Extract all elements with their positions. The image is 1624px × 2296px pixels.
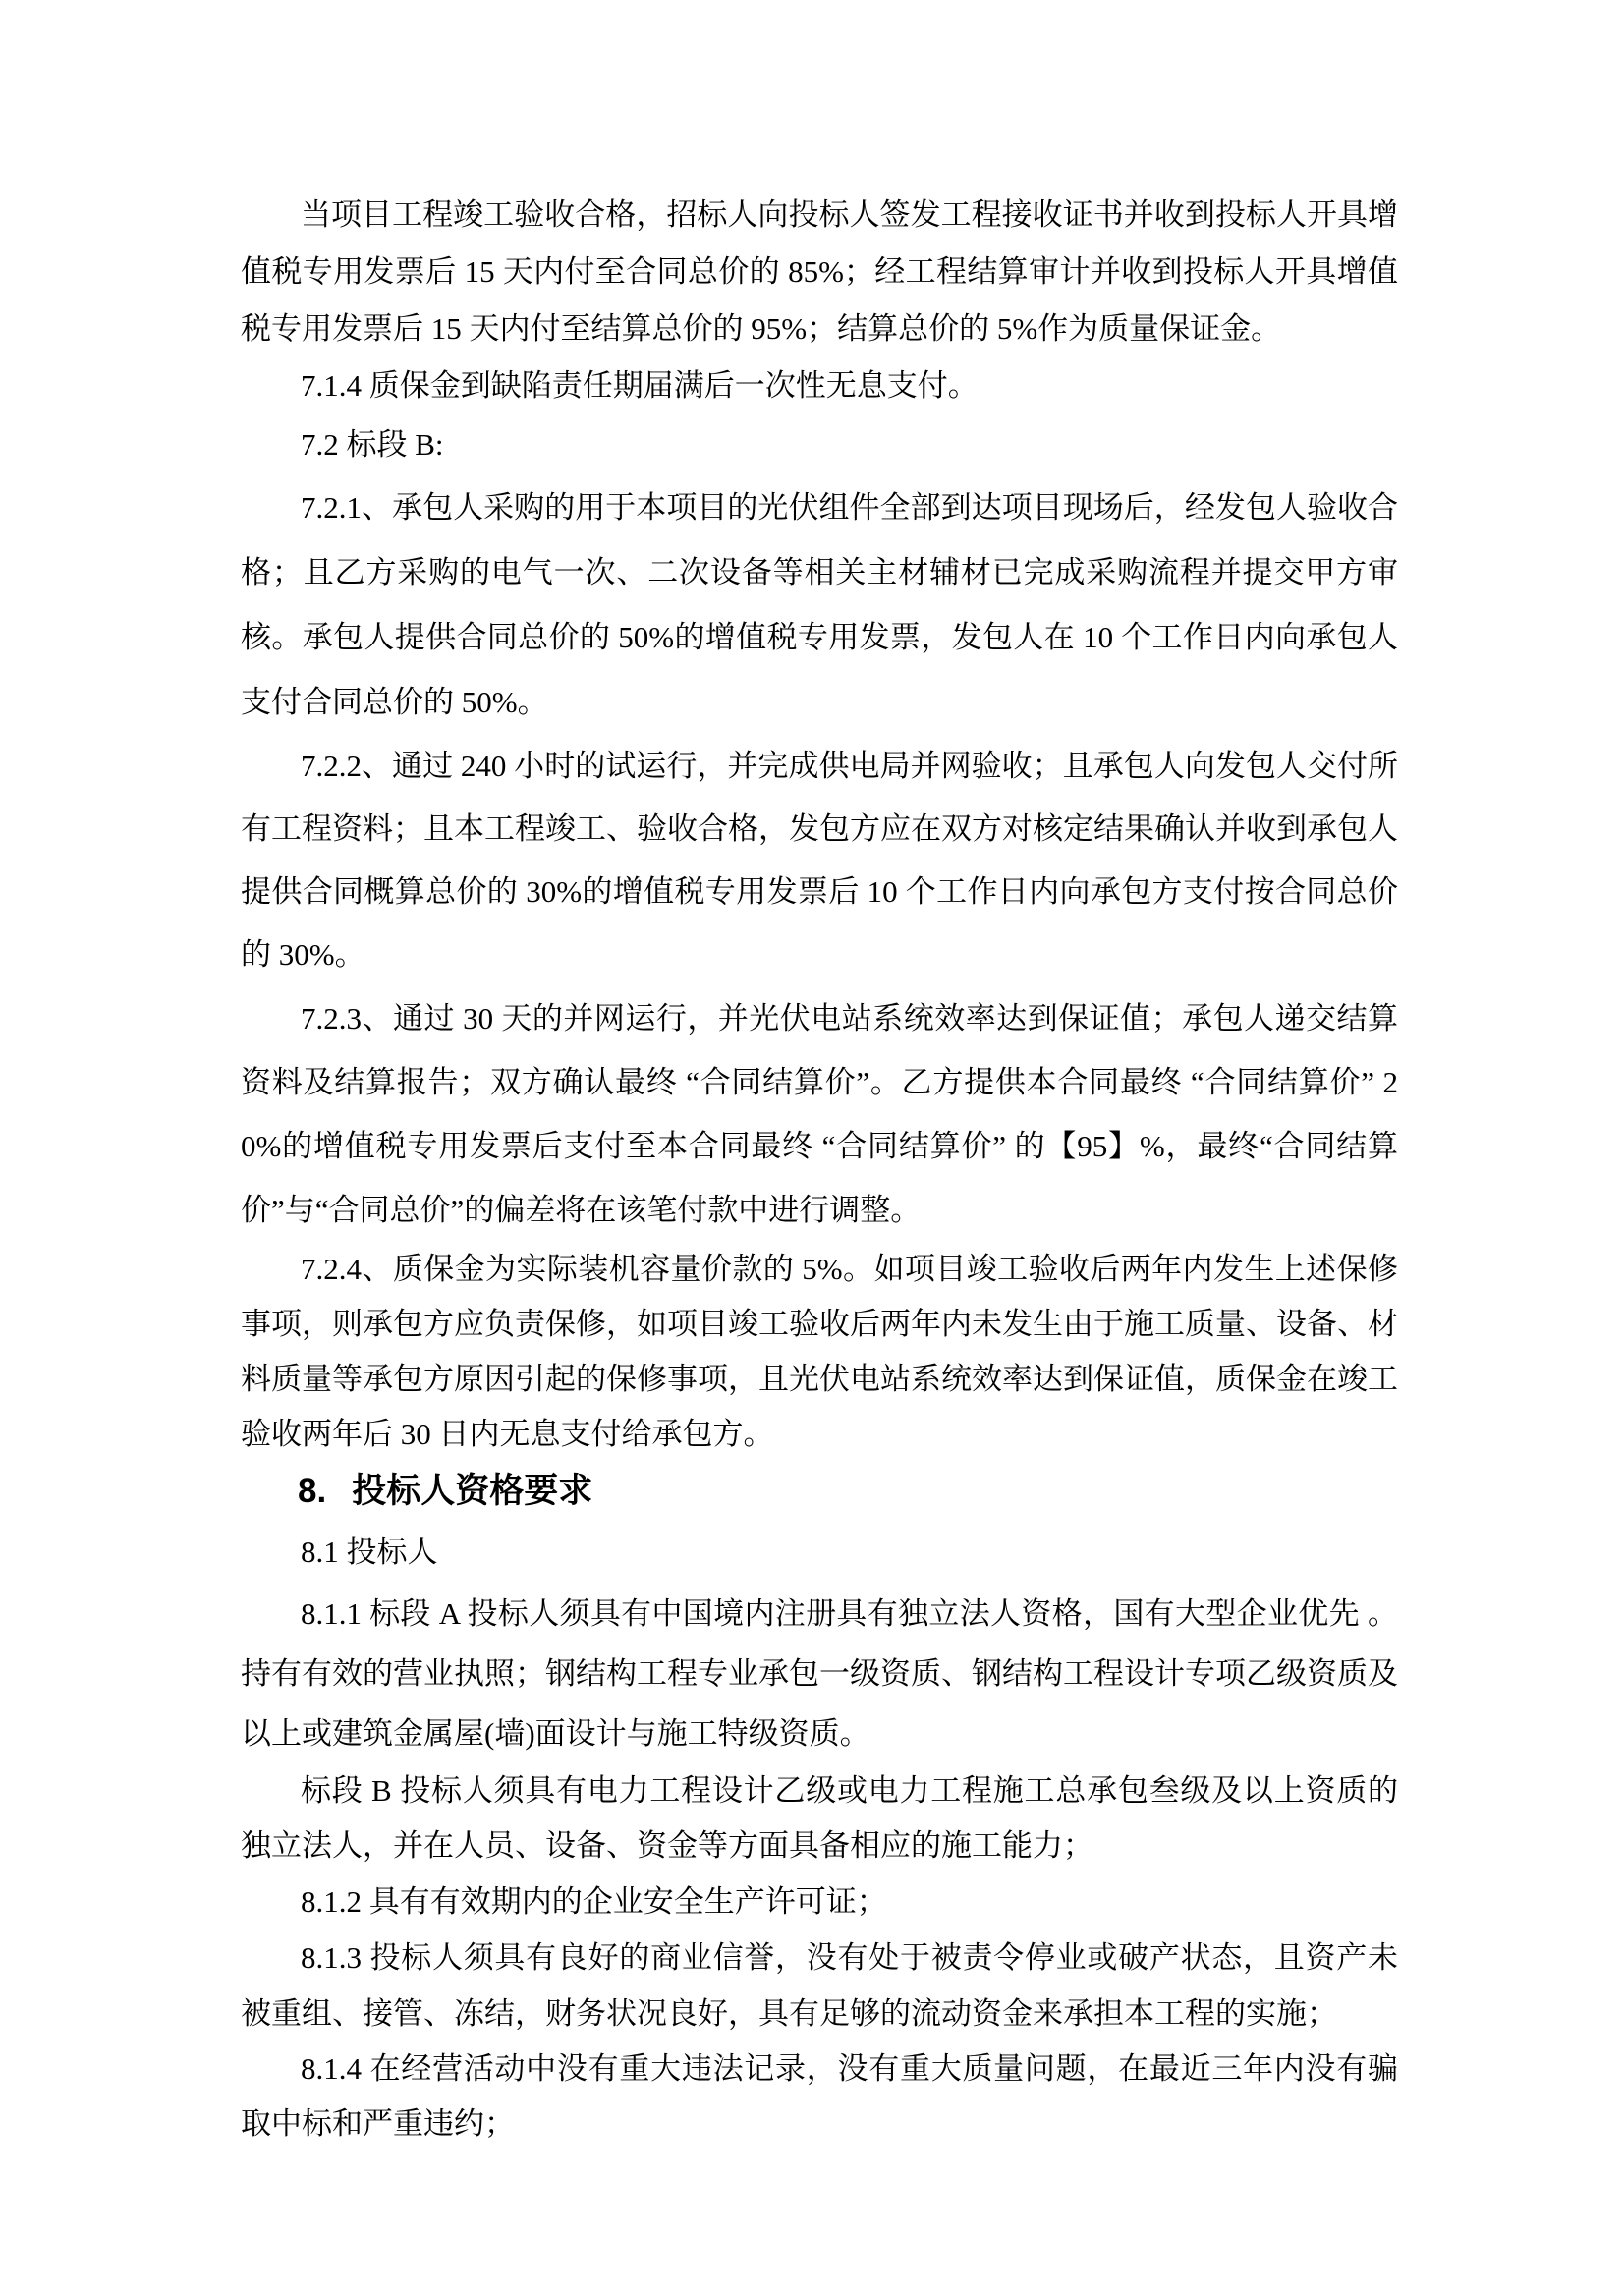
para-7-2-4-quality-retention: 7.2.4、质保金为实际装机容量价款的 5%。如项目竣工验收后两年内发生上述保修事项，则承包方应负责保修，如项目竣工验收后两年内未发生由于施工质量、设备、材料质量等承包方原因引起的保修事项，且光伏电站系统效率达到保证值，质保金在竣工验收两年后 30 日内无息支付给承包方。 [241, 1252, 1398, 1451]
para-8-1-3-business-reputation: 8.1.3 投标人须具有良好的商业信誉，没有处于被责令停业或破产状态，且资产未被重组、接管、冻结，财务状况良好，具有足够的流动资金来承担本工程的实施； [241, 1940, 1398, 2031]
para-final-acceptance-payment: 当项目工程竣工验收合格，招标人向投标人签发工程接收证书并收到投标人开具增值税专用发票后 15 天内付至合同总价的 85%；经工程结算审计并收到投标人开具增值税专用发票后 15 天内付至结算总价的 95%；结算总价的 5%作为质量保证金。 [241, 197, 1398, 346]
para-8-1-2-safety-license: 8.1.2 具有有效期内的企业安全生产许可证； [301, 1884, 887, 1919]
para-section-b-qualification: 标段 B 投标人须具有电力工程设计乙级或电力工程施工总承包叁级及以上资质的独立法人，并在人员、设备、资金等方面具备相应的施工能力； [241, 1773, 1398, 1863]
para-7-1-4-retention-release: 7.1.4 质保金到缺陷责任期届满后一次性无息支付。 [301, 368, 979, 403]
para-8-1-1-section-a-qualification: 8.1.1 标段 A 投标人须具有中国境内注册具有独立法人资格，国有大型企业优先 。持有有效的营业执照；钢结构工程专业承包一级资质、钢结构工程设计专项乙级资质及以上或建筑金属屋(墙)面设计与施工特级资质。 [241, 1596, 1398, 1751]
para-7-2-section-b-label: 7.2 标段 B: [301, 427, 444, 462]
para-7-2-3-settlement-price-payment: 7.2.3、通过 30 天的并网运行，并光伏电站系统效率达到保证值；承包人递交结算资料及结算报告；双方确认最终 “合同结算价”。乙方提供本合同最终 “合同结算价” 20%的增值税专用发票后支付至本合同最终 “合同结算价” 的【95】%，最终“合同结算价”与“合同总价”的偏差将在该笔付款中进行调整。 [241, 1001, 1398, 1227]
para-7-2-1-pv-modules-payment: 7.2.1、承包人采购的用于本项目的光伏组件全部到达项目现场后，经发包人验收合格；且乙方采购的电气一次、二次设备等相关主材辅材已完成采购流程并提交甲方审核。承包人提供合同总价的 50%的增值税专用发票，发包人在 10 个工作日内向承包人支付合同总价的 50%。 [241, 490, 1398, 719]
section-8-heading-title: 投标人资格要求 [352, 1472, 593, 1510]
section-8-heading [241, 1462, 1398, 1521]
section-8-heading-number: 8. [298, 1472, 327, 1510]
para-7-2-2-trial-run-payment: 7.2.2、通过 240 小时的试运行，并完成供电局并网验收；且承包人向发包人交付所有工程资料；且本工程竣工、验收合格，发包方应在双方对核定结果确认并收到承包人提供合同概算总价的 30%的增值税专用发票后 10 个工作日内向承包方支付按合同总价的 30%。 [241, 749, 1398, 972]
para-8-1-4-no-violations: 8.1.4 在经营活动中没有重大违法记录，没有重大质量问题，在最近三年内没有骗取中标和严重违约； [241, 2051, 1398, 2141]
para-8-1-bidder-label: 8.1 投标人 [301, 1535, 438, 1569]
